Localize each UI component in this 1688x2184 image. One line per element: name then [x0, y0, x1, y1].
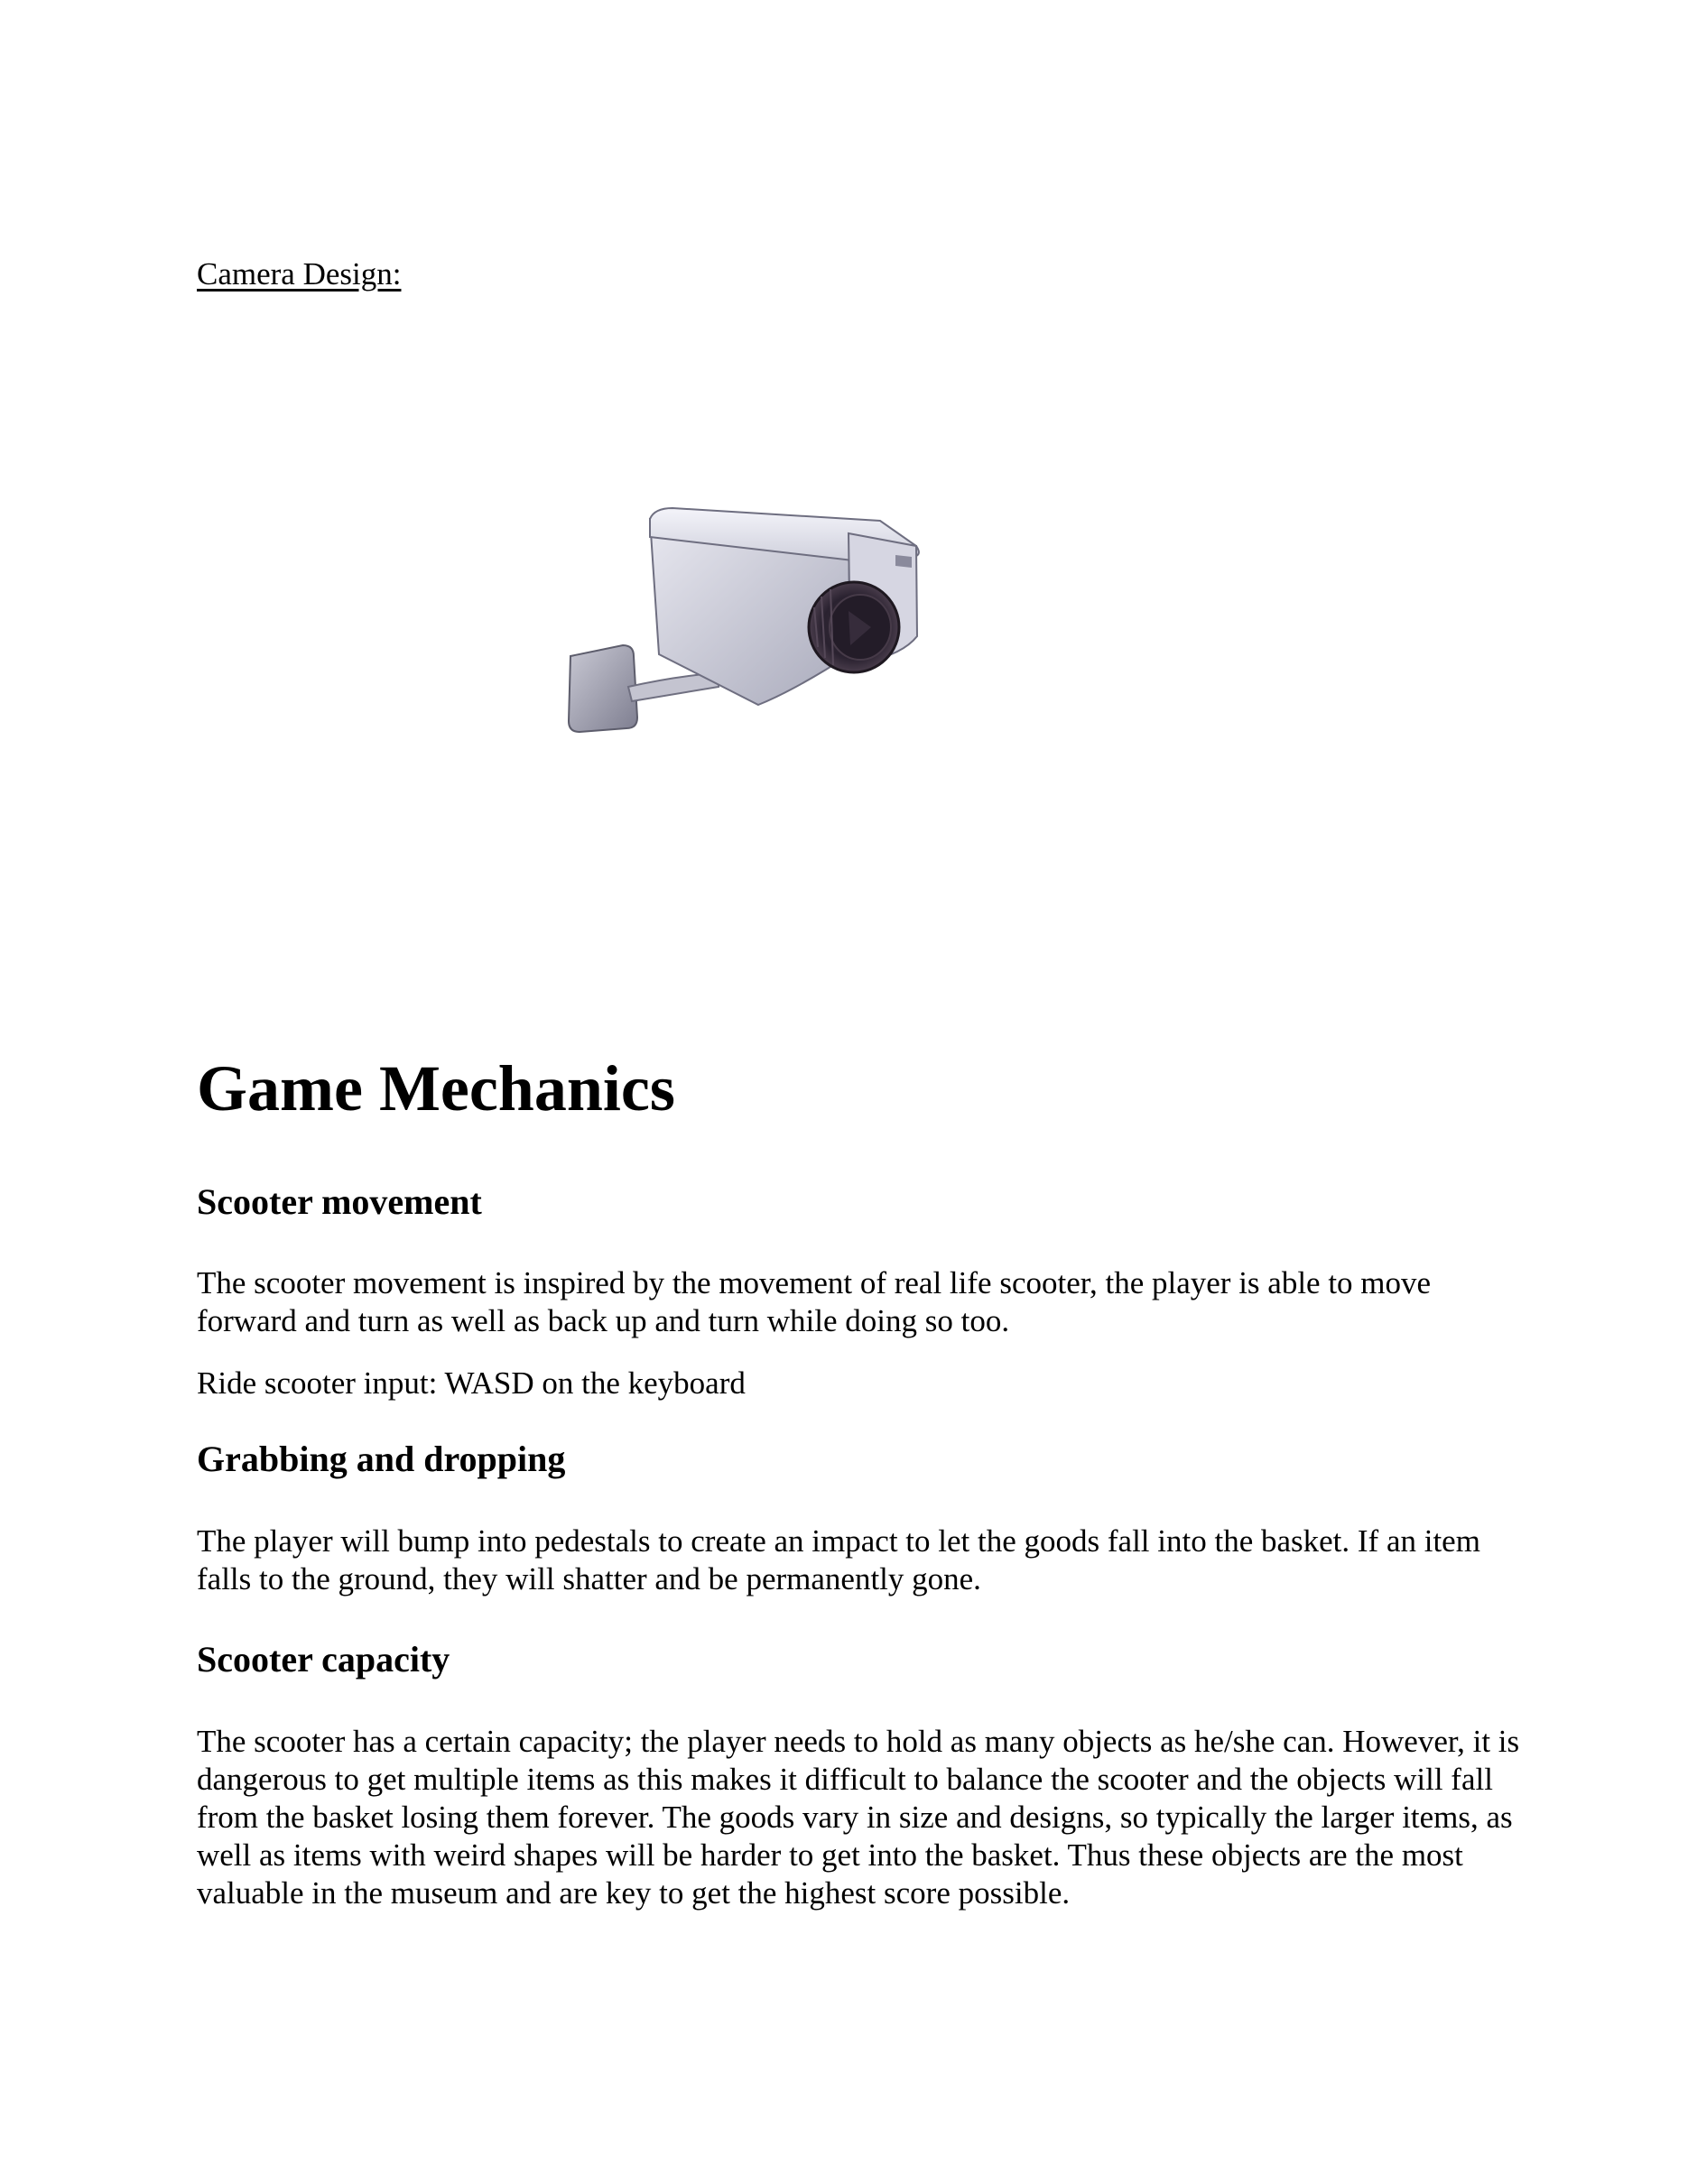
section-paragraph: Ride scooter input: WASD on the keyboard — [197, 1365, 746, 1401]
camera-design-caption: Camera Design: — [197, 256, 402, 292]
section-paragraph: The player will bump into pedestals to create an impact to let the goods fall into the basket. If an item falls to the ground, they will shatter and be permanently gone. — [197, 1523, 1480, 1596]
game-mechanics-heading: Game Mechanics — [197, 1052, 675, 1124]
security-camera-illustration — [560, 501, 1029, 763]
section-paragraph: The scooter movement is inspired by the movement of real life scooter, the player is able to move forward and turn as well as back up and turn while doing so too. — [197, 1265, 1432, 1338]
section-title-grabbing-and-dropping: Grabbing and dropping — [197, 1439, 566, 1479]
section-title-scooter-capacity: Scooter capacity — [197, 1639, 450, 1680]
section-title-scooter-movement: Scooter movement — [197, 1181, 482, 1222]
section-paragraph: The scooter has a certain capacity; the player needs to hold as many objects as he/she can. However, it is dangerous to get multiple items as this makes it difficult to balance the scooter and the objects will fall from the basket losing them forever. The goods vary in size and designs, so typically the larger items, as well as items with weird shapes will be harder to get into the basket. Thus these objects are the most valuable in the museum and are key to get the highest score possible. — [197, 1724, 1520, 1911]
